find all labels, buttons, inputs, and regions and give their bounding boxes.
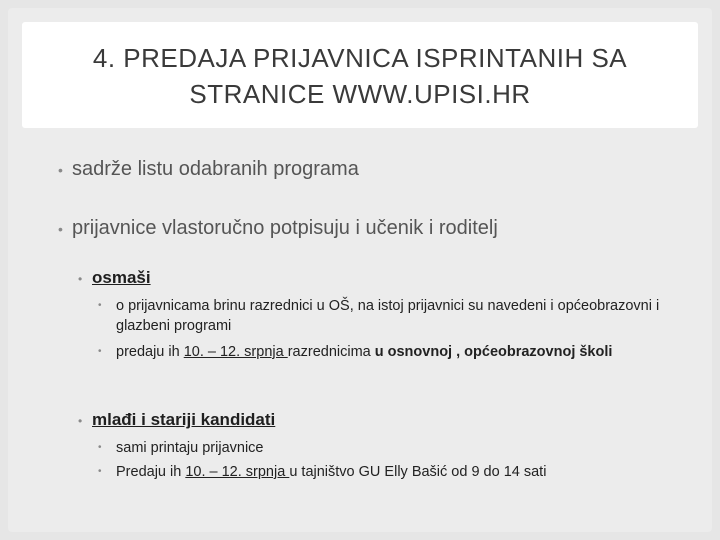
text-run: predaju ih [116, 344, 184, 360]
title-line-2: STRANICE WWW.UPISI.HR [189, 79, 531, 109]
text-run: Predaju ih [116, 464, 186, 480]
date-range: 10. – 12. srpnja [185, 464, 290, 480]
text-run: razrednicima [287, 344, 375, 360]
bullet-item-2 [58, 217, 498, 240]
list-item [98, 438, 678, 458]
subheading-text: mlađi i stariji kandidati [92, 410, 276, 429]
list-item-text [98, 462, 678, 482]
bullet-icon: • [98, 300, 102, 311]
text-run: u tajništvo GU Elly Bašić od 9 do 14 sati [289, 464, 547, 480]
bullet-icon: • [98, 466, 102, 477]
list-item-text: sami printaju prijavnice [116, 440, 264, 456]
school-emphasis: u osnovnoj , općeobrazovnoj školi [374, 344, 613, 360]
list-item [98, 462, 678, 482]
list-item-text [98, 342, 678, 362]
subheading-osmasi [78, 268, 151, 288]
bullet-icon: • [58, 162, 63, 178]
list-item [98, 342, 678, 362]
date-range: 10. – 12. srpnja [183, 344, 288, 360]
bullet-icon: • [78, 272, 83, 286]
bullet-text: sadrže listu odabranih programa [72, 158, 359, 180]
list-item [98, 296, 678, 336]
bullet-icon: • [78, 414, 83, 428]
bullet-item-1 [58, 158, 359, 181]
subheading-kandidati [78, 410, 275, 430]
bullet-text: prijavnice vlastoručno potpisuju i učenik i roditelj [72, 217, 498, 239]
subheading-text: osmaši [92, 268, 151, 287]
title-line-1: 4. PREDAJA PRIJAVNICA ISPRINTANIH SA [92, 43, 628, 73]
list-item-text: o prijavnicama brinu razrednici u OŠ, na istoj prijavnici su navedeni i općeobrazovni i glazbeni programi [116, 298, 660, 334]
bullet-icon: • [98, 442, 102, 453]
bullet-icon: • [58, 221, 63, 237]
bullet-icon: • [98, 346, 102, 357]
